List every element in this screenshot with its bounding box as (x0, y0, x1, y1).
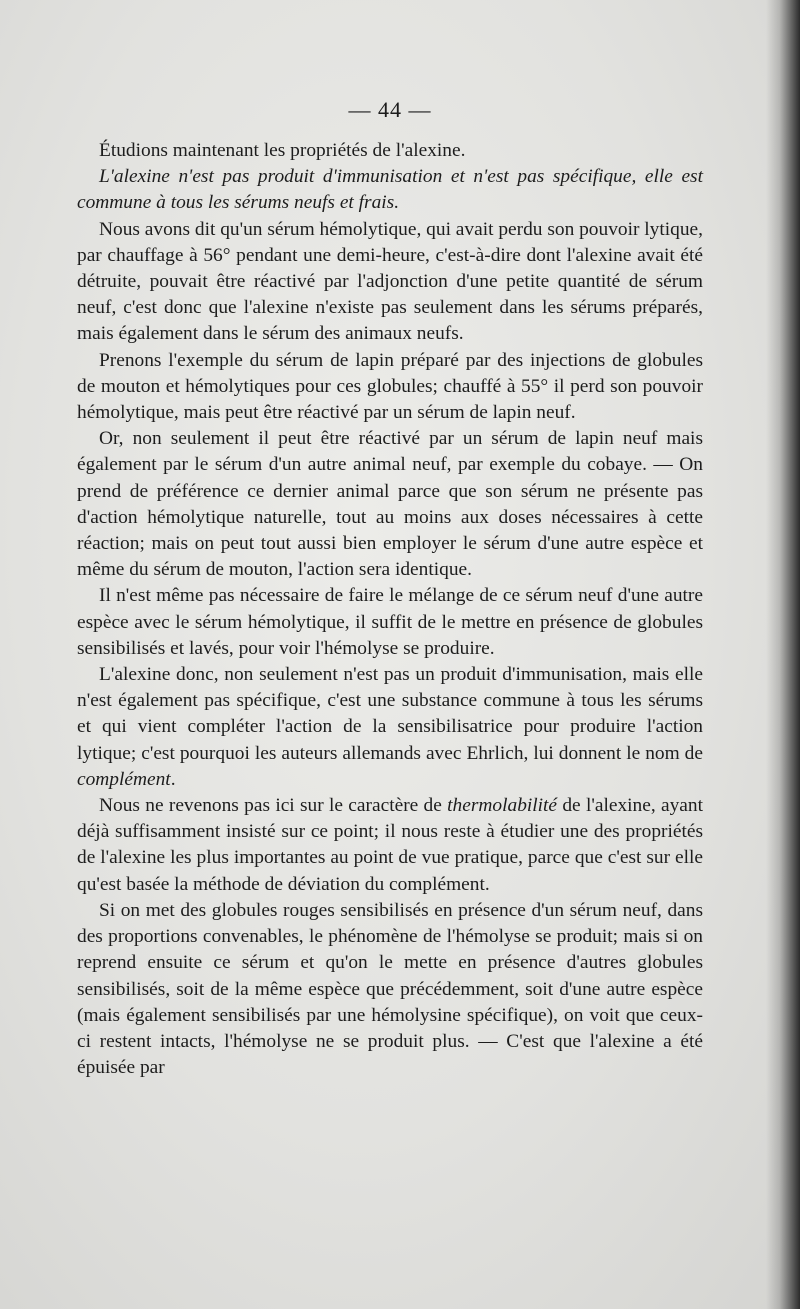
text-run: L'alexine donc, non seulement n'est pas un produit d'immunisation, mais elle n'est également pas spécifique, c'est une substance commune à tous les sérums et qui vient compléter l'action de la sensibilisatrice pour produire l'action lytique; c'est pourquoi les auteurs allemands avec Ehrlich, lui donnent le nom de (77, 664, 703, 764)
italic-paragraph: L'alexine n'est pas produit d'immunisation et n'est pas spécifique, elle est commune à tous les sérums neufs et frais. (77, 166, 703, 214)
body-text (77, 138, 703, 1081)
text-run: de l'alexine, ayant déjà suffisamment insisté sur ce point; il nous reste à étudier une des propriétés de l'alexine les plus importantes au point de vue pratique, parce que c'est sur elle qu'est basée la méthode de déviation du complément. (77, 795, 703, 895)
paragraph: Or, non seulement il peut être réactivé par un sérum de lapin neuf mais également par le sérum d'un autre animal neuf, par exemple du cobaye. — On prend de préférence ce dernier animal parce que son sérum ne présente pas d'action hémolytique naturelle, tout au moins aux doses nécessaires à cette réaction; mais on peut tout aussi bien employer le sérum d'une autre espèce et même du sérum de mouton, l'action sera identique. (77, 428, 703, 581)
paragraph: Si on met des globules rouges sensibilisés en présence d'un sérum neuf, dans des proportions convenables, le phénomène de l'hémolyse se produit; mais si on reprend ensuite ce sérum et qu'on le mette en présence d'autres globules sensibilisés, soit de la même espèce que précédemment, soit d'une autre espèce (mais également sensibilisés par une hémolysine spécifique), on voit que ceux-ci restent intacts, l'hémolyse ne se produit plus. — C'est que l'alexine a été épuisée par (77, 899, 703, 1079)
italic-term: complément (77, 768, 171, 790)
paragraph: Nous avons dit qu'un sérum hémolytique, qui avait perdu son pouvoir lytique, par chauffage à 56° pendant une demi-heure, c'est-à-dire dont l'alexine avait été détruite, pouvait être réactivé par l'adjonction d'une petite quantité de sérum neuf, c'est donc que l'alexine n'existe pas seulement dans les sérums préparés, mais également dans le sérum des animaux neufs. (77, 218, 703, 345)
paragraph (77, 793, 703, 898)
paragraph: Prenons l'exemple du sérum de lapin préparé par des injections de globules de mouton et hémolytiques pour ces globules; chauffé à 55° il perd son pouvoir hémolytique, mais peut être réactivé par un sérum de lapin neuf. (77, 349, 703, 424)
text-run: . (170, 768, 176, 790)
paragraph: Il n'est même pas nécessaire de faire le mélange de ce sérum neuf d'une autre espèce avec le sérum hémolytique, il suffit de le mettre en présence de globules sensibilisés et lavés, pour voir l'hémolyse se produire. (77, 585, 703, 659)
paragraph (77, 662, 703, 793)
page-number: — 44 — (348, 97, 432, 122)
paragraph: Étudions maintenant les propriétés de l'alexine. (99, 140, 466, 161)
italic-term: thermolabilité (447, 795, 558, 817)
binding-shadow (766, 0, 800, 1309)
text-run: Nous ne revenons pas ici sur le caractère de (99, 795, 448, 817)
